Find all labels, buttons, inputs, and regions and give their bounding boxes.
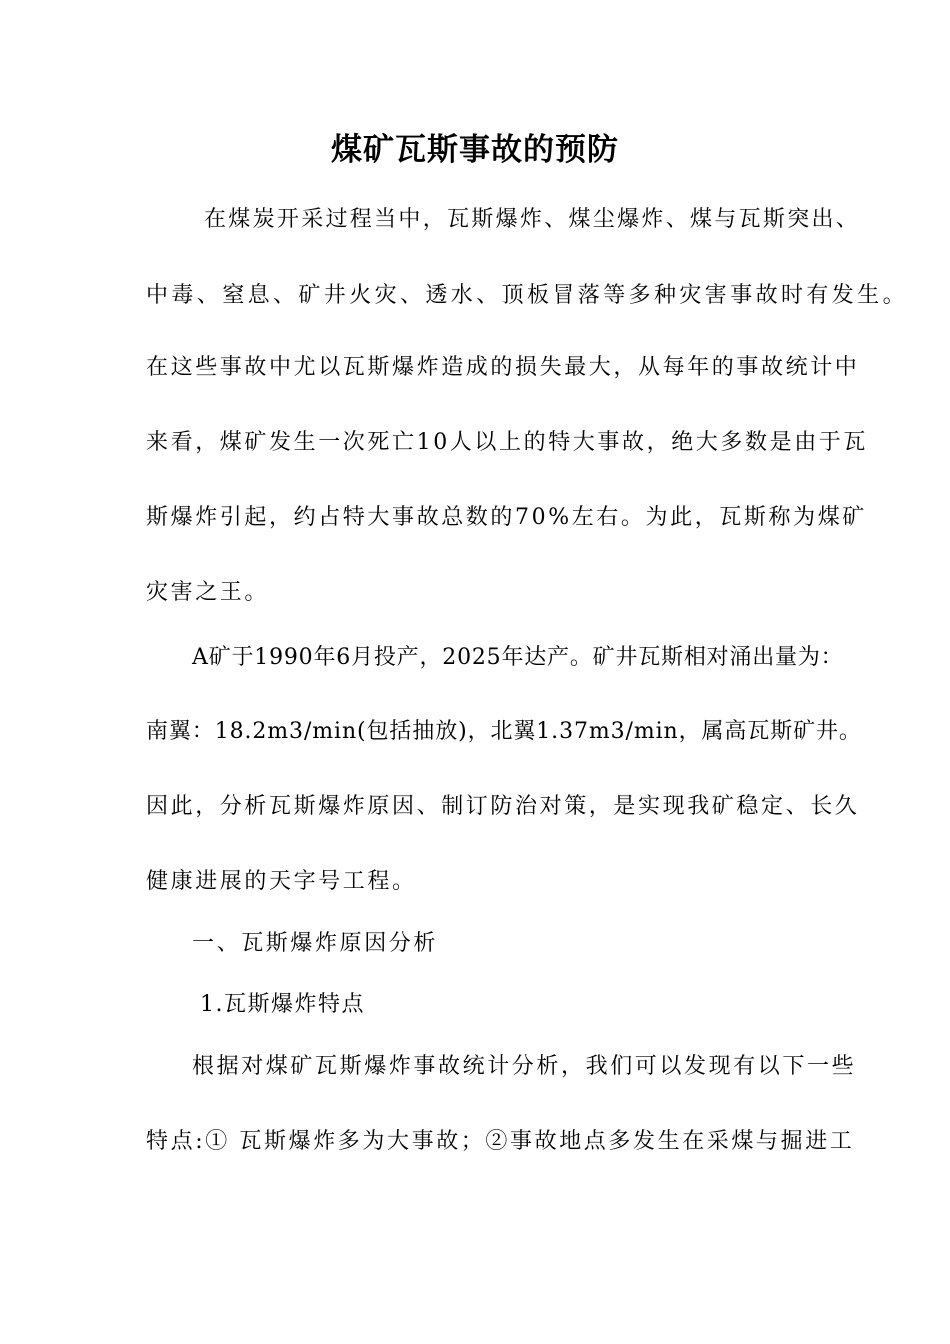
paragraph-line: 在煤炭开采过程当中，瓦斯爆炸、煤尘爆炸、煤与瓦斯突出、 <box>204 207 861 232</box>
paragraph-line: 健康进展的天字号工程。 <box>146 869 417 894</box>
subsection-heading: 1.瓦斯爆炸特点 <box>200 992 365 1017</box>
paragraph-line: 灾害之王。 <box>146 580 270 605</box>
section-heading: 一、瓦斯爆炸原因分析 <box>192 931 439 956</box>
paragraph-line: 根据对煤矿瓦斯爆炸事故统计分析，我们可以发现有以下一些 <box>192 1054 857 1079</box>
paragraph-line: 南翼：18.2m3/min(包括抽放)，北翼1.37m3/min，属高瓦斯矿井。 <box>146 719 862 744</box>
paragraph-line: A矿于1990年6月投产，2025年达产。矿井瓦斯相对涌出量为： <box>192 645 844 670</box>
paragraph-line: 在这些事故中尤以瓦斯爆炸造成的损失最大，从每年的事故统计中 <box>146 355 860 380</box>
document-title: 煤矿瓦斯事故的预防 <box>331 132 619 168</box>
paragraph-line: 中毒、窒息、矿井火灾、透水、顶板冒落等多种灾害事故时有发生。 <box>146 283 909 308</box>
paragraph-line: 特点:① 瓦斯爆炸多为大事故；②事故地点多发生在采煤与掘进工 <box>146 1129 855 1154</box>
paragraph-line: 来看，煤矿发生一次死亡10人以上的特大事故，绝大多数是由于瓦 <box>146 430 868 455</box>
paragraph-line: 斯爆炸引起，约占特大事故总数的70%左右。为此，瓦斯称为煤矿 <box>146 505 867 530</box>
paragraph-line: 因此，分析瓦斯爆炸原因、制订防治对策，是实现我矿稳定、长久 <box>146 794 860 819</box>
